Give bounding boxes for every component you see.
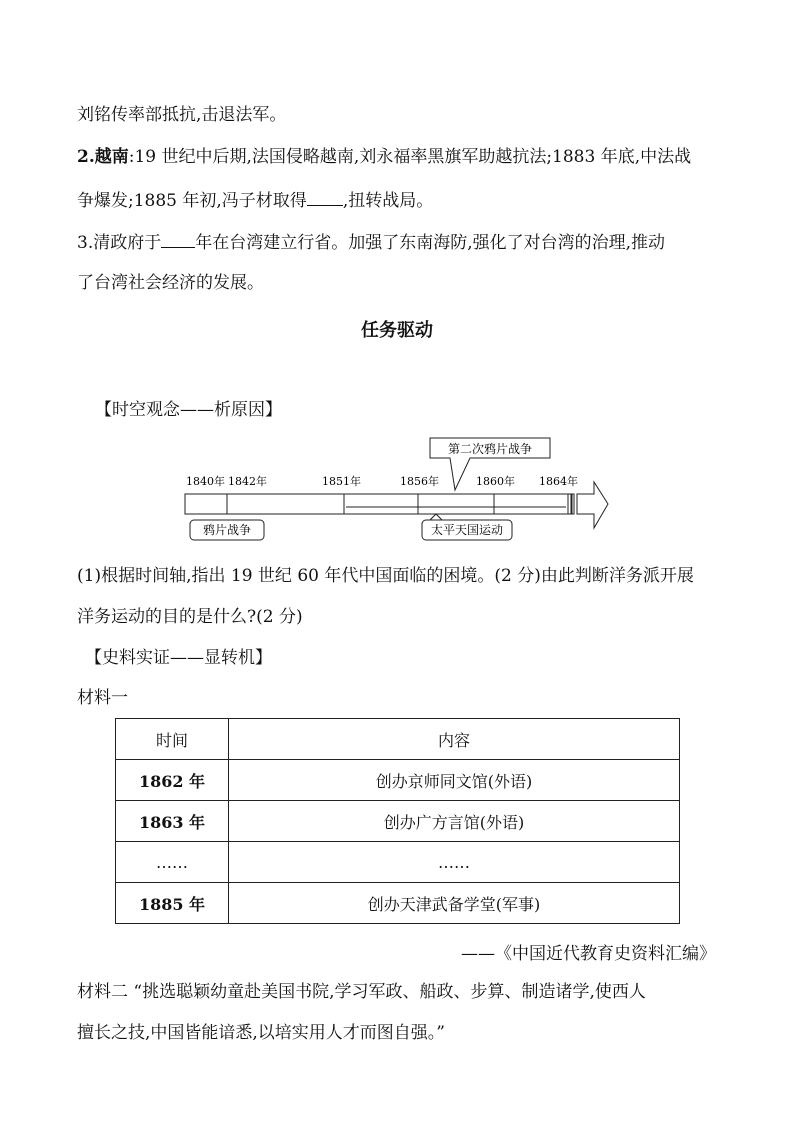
fill-blank[interactable] <box>161 233 195 248</box>
material-text: 擅长之技,中国皆能谙悉,以培实用人才而图自强。” <box>77 1023 445 1043</box>
table-row <box>116 883 680 924</box>
year-label: 1842年 <box>228 475 267 488</box>
text-line: 刘铭传率部抵抗,击退法军。 <box>77 105 287 125</box>
text-line <box>77 149 691 166</box>
table-row <box>116 801 680 842</box>
year-label: 1851年 <box>322 475 361 488</box>
table-cell: 1863 年 <box>116 801 229 842</box>
item-text: :19 世纪中后期,法国侵略越南,刘永福率黑旗军助越抗法;1883 年底,中法战 <box>128 147 692 167</box>
item-text: 3.清政府于 <box>77 233 162 253</box>
item-keyword: 越南 <box>94 147 129 167</box>
question-text: (1)根据时间轴,指出 19 世纪 60 年代中国面临的困境。(2 分)由此判断洋务派开展 <box>77 566 694 586</box>
table-header-row <box>116 719 680 760</box>
timeline-segment <box>185 494 227 514</box>
arrow-head-icon <box>577 482 608 528</box>
table-cell: …… <box>229 842 680 883</box>
timeline-segment <box>494 494 568 514</box>
subsection-heading: 【时空观念——析原因】 <box>95 400 282 420</box>
table-cell: 1885 年 <box>116 883 229 924</box>
item-text: 争爆发;1885 年初,冯子材取得 <box>77 191 307 211</box>
table-cell: 创办天津武备学堂(军事) <box>229 883 680 924</box>
material-table <box>115 718 680 924</box>
table-cell: 创办广方言馆(外语) <box>229 801 680 842</box>
timeline-segment <box>568 494 571 514</box>
table-header: 内容 <box>229 719 680 760</box>
question-text: 洋务运动的目的是什么?(2 分) <box>77 607 303 627</box>
table-cell: …… <box>116 842 229 883</box>
source-citation: ——《中国近代教育史资料汇编》 <box>461 944 716 964</box>
subsection-heading: 【史料实证——显转机】 <box>85 648 272 668</box>
item-text: 年在台湾建立行省。加强了东南海防,强化了对台湾的治理,推动 <box>195 233 666 253</box>
timeline-segment <box>344 494 418 514</box>
table-cell: 1862 年 <box>116 760 229 801</box>
table-header: 时间 <box>116 719 229 760</box>
section-title: 任务驱动 <box>361 320 433 341</box>
year-label: 1860年 <box>476 475 515 488</box>
text-line <box>77 233 665 252</box>
timeline-top-label: 第二次鸦片战争 <box>447 442 533 456</box>
table-row <box>116 842 680 883</box>
table-cell: 创办京师同文馆(外语) <box>229 760 680 801</box>
timeline-segment <box>572 494 574 514</box>
timeline-diagram <box>180 436 610 542</box>
fill-blank[interactable] <box>307 191 343 206</box>
material-label: 材料一 <box>77 688 128 708</box>
table-row <box>116 760 680 801</box>
item-number: 2. <box>77 147 95 167</box>
material-text: 材料二 “挑选聪颖幼童赴美国书院,学习军政、船政、步算、制造诸学,使西人 <box>77 982 646 1002</box>
timeline-bottom-left-label: 鸦片战争 <box>202 523 252 537</box>
timeline-bottom-right-label: 太平天国运动 <box>430 523 504 537</box>
timeline-segment <box>418 494 494 514</box>
text-line: 了台湾社会经济的发展。 <box>77 273 264 293</box>
item-text: ,扭转战局。 <box>342 191 434 211</box>
timeline-segment <box>227 494 344 514</box>
year-label: 1856年 <box>400 475 439 488</box>
text-line <box>77 191 433 210</box>
year-label: 1840年 <box>186 475 225 488</box>
label-pointer <box>430 514 442 520</box>
year-label: 1864年 <box>539 475 578 488</box>
